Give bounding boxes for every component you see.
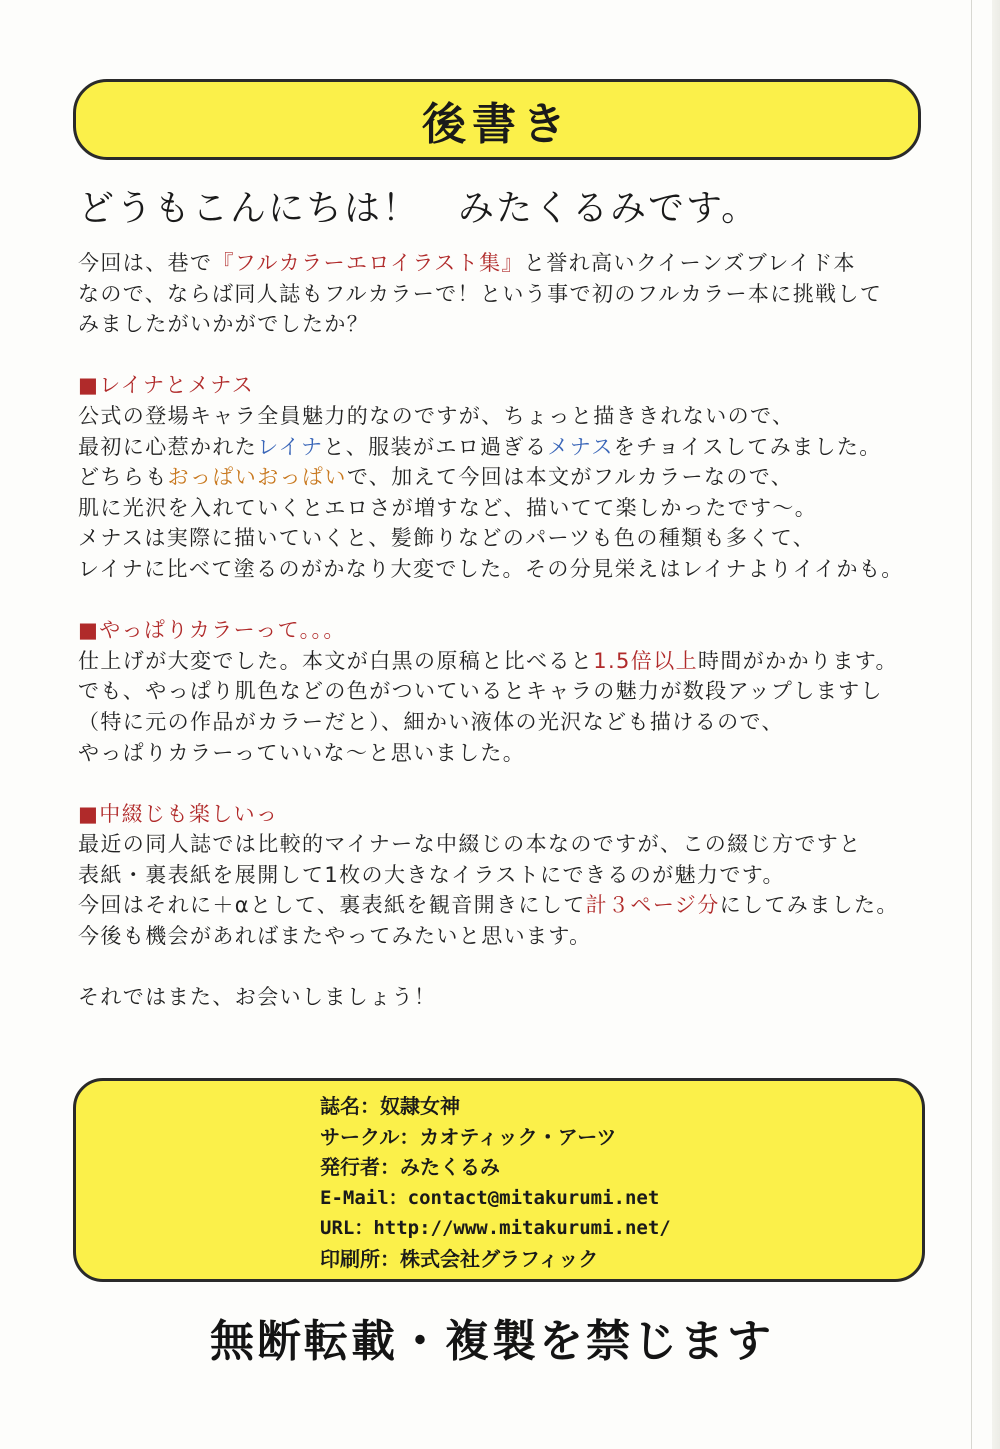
body-text: どちらも xyxy=(78,465,168,490)
colophon-url: URL：http://www.mitakurumi.net/ xyxy=(320,1217,671,1239)
body-line: 今後も機会があればまたやってみたいと思います。 xyxy=(78,924,592,949)
body-line xyxy=(78,432,958,463)
page-title: 後書き xyxy=(422,98,572,150)
body-text: にしてみました。 xyxy=(719,893,899,918)
body-line xyxy=(78,890,958,921)
body-line: やっぱりカラーっていいな～と思いました。 xyxy=(78,740,526,765)
intro-highlight: 『フルカラーエロイラスト集』 xyxy=(212,251,524,275)
body-line: 表紙・裏表紙を展開して1枚の大きなイラストにできるのが魅力です。 xyxy=(78,862,785,887)
body-text: 仕上げが大変でした。本文が白黒の原稿と比べると xyxy=(78,648,594,673)
section-heading xyxy=(78,370,958,401)
section-heading-text: 中綴じも楽しいっ xyxy=(99,801,279,826)
square-bullet-icon: ■ xyxy=(78,618,100,643)
title-banner xyxy=(73,79,921,160)
body-text: をチョイスしてみました。 xyxy=(613,434,882,459)
section-heading xyxy=(78,615,958,646)
copyright-notice: 無断転載・複製を禁じます xyxy=(210,1316,774,1367)
highlight-red: 計３ページ分 xyxy=(585,893,720,918)
intro-text: 今回は、巷で xyxy=(78,251,213,275)
square-bullet-icon: ■ xyxy=(78,801,100,826)
section-heading-text: やっぱりカラーって。。。 xyxy=(99,618,346,643)
body-line: メナスは実際に描いていくと、髪飾りなどのパーツも色の種類も多くて、 xyxy=(78,526,816,551)
colophon-printer: 印刷所：株式会社グラフィック xyxy=(320,1246,599,1271)
colophon-email: E-Mail：contact@mitakurumi.net xyxy=(320,1186,660,1209)
body-line: 公式の登場キャラ全員魅力的なのですが、ちょっと描ききれないので、 xyxy=(78,403,795,428)
section-heading-text: レイナとメナス xyxy=(99,373,255,398)
highlight-blue: レイナ xyxy=(257,434,324,459)
colophon-lines xyxy=(320,1091,671,1274)
body-line xyxy=(78,462,958,493)
colophon-title: 誌名：奴隷女神 xyxy=(320,1094,460,1118)
colophon-publisher: 発行者：みたくるみ xyxy=(320,1155,500,1179)
page-edge-shadow xyxy=(992,0,1000,1449)
body-text: 最初に心惹かれた xyxy=(78,434,258,459)
square-bullet-icon: ■ xyxy=(78,373,100,398)
body-line: 最近の同人誌では比較的マイナーな中綴じの本なのですが、この綴じ方ですと xyxy=(78,832,862,857)
body-text: で、加えて今回は本文がフルカラーなので、 xyxy=(346,465,794,490)
section-heading xyxy=(78,799,958,830)
body-line: 肌に光沢を入れていくとエロさが増すなど、描いてて楽しかったです～。 xyxy=(78,495,818,520)
body-line xyxy=(78,646,958,677)
body-text: 時間がかかります。 xyxy=(698,648,898,673)
body-line: でも、やっぱり肌色などの色がついているとキャラの魅力が数段アップしますし xyxy=(78,679,883,704)
intro-line xyxy=(78,248,958,279)
greeting: どうもこんにちは！ みたくるみです。 xyxy=(78,188,760,229)
colophon-circle: サークル：カオティック・アーツ xyxy=(320,1124,617,1149)
highlight-red: 1.5倍以上 xyxy=(593,648,698,673)
page-fold-line xyxy=(971,0,972,1449)
closing-line: それではまた、お会いしましょう！ xyxy=(78,985,437,1010)
body-text: 今回はそれに＋αとして、裏表紙を観音開きにして xyxy=(78,893,586,918)
highlight-orange: おっぱいおっぱい xyxy=(167,465,347,490)
intro-line: なので、ならば同人誌もフルカラーで！という事で初のフルカラー本に挑戦して xyxy=(78,281,883,306)
colophon-box xyxy=(73,1078,925,1282)
body-line: レイナに比べて塗るのがかなり大変でした。その分見栄えはレイナよりイイかも。 xyxy=(78,556,904,581)
afterword-body xyxy=(78,248,958,1013)
body-line: （特に元の作品がカラーだと）、細かい液体の光沢なども描けるので、 xyxy=(78,709,784,734)
highlight-blue: メナス xyxy=(547,434,614,459)
body-text: と、服装がエロ過ぎる xyxy=(323,434,548,459)
intro-text: と誉れ高いクイーンズブレイド本 xyxy=(523,251,856,275)
intro-line: みましたがいかがでしたか？ xyxy=(78,312,370,337)
